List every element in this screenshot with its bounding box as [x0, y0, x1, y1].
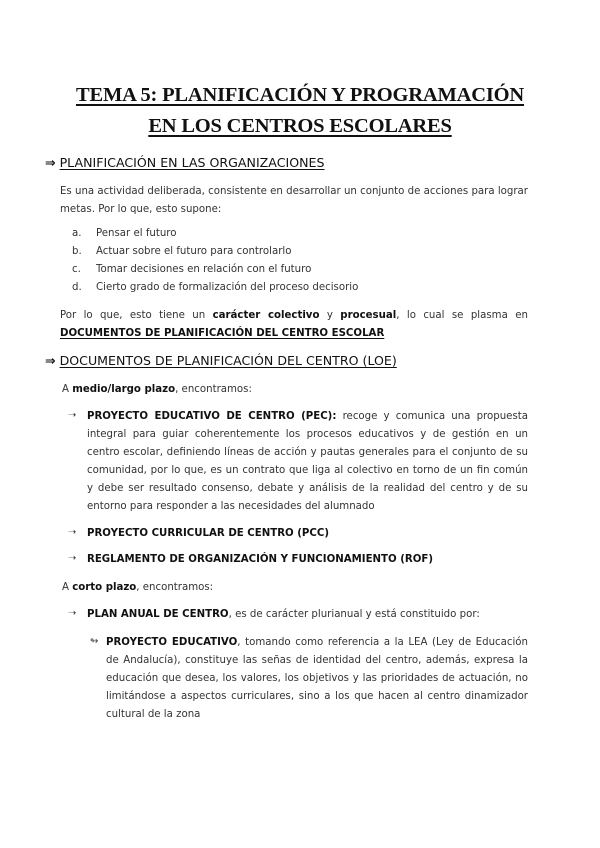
- list-item: c. Tomar decisiones en relación con el futuro: [72, 264, 312, 275]
- short-term-intro: A corto plazo, encontramos:: [62, 582, 214, 593]
- pe-paragraph: PROYECTO EDUCATIVO, tomando como referencia a la LEA (Ley de Educación de Andalucía), constituye las señas de identidad del centro, además, expresa la educación que desea, los valores, los objetivos y las prioridades de actuación, no limitándose a aspectos curriculares, sino a los que hacen al centro dinamizador cultural de la zona: [106, 637, 528, 720]
- arrow-bullet-icon: ➝: [68, 553, 77, 564]
- arrow-bullet-icon: ➝: [68, 608, 77, 619]
- medium-term-intro: A medio/largo plazo, encontramos:: [62, 384, 252, 395]
- section-heading-planificacion: [45, 155, 325, 170]
- list-item: d. Cierto grado de formalización del proceso decisorio: [72, 282, 359, 293]
- section-heading-label: PLANIFICACIÓN EN LAS ORGANIZACIONES: [59, 155, 325, 170]
- list-item: a. Pensar el futuro: [72, 228, 177, 239]
- curved-arrow-bullet-icon: ↬: [90, 636, 99, 647]
- arrow-icon: ⇒: [45, 155, 56, 170]
- arrow-icon: ⇒: [45, 353, 56, 368]
- section-heading-label: DOCUMENTOS DE PLANIFICACIÓN DEL CENTRO (LOE): [59, 353, 397, 368]
- documentos-link-text: DOCUMENTOS DE PLANIFICACIÓN DEL CENTRO ESCOLAR: [60, 328, 385, 339]
- arrow-bullet-icon: ➝: [68, 527, 77, 538]
- intro-paragraph: Es una actividad deliberada, consistente en desarrollar un conjunto de acciones para lograr metas. Por lo que, esto supone:: [60, 186, 528, 215]
- pac-item: PLAN ANUAL DE CENTRO, es de carácter plurianual y está constituido por:: [87, 609, 480, 620]
- title-line-1: TEMA 5: PLANIFICACIÓN Y PROGRAMACIÓN: [76, 84, 524, 106]
- arrow-bullet-icon: ➝: [68, 410, 77, 421]
- pcc-item: PROYECTO CURRICULAR DE CENTRO (PCC): [87, 528, 329, 539]
- pec-paragraph: PROYECTO EDUCATIVO DE CENTRO (PEC): recoge y comunica una propuesta integral para guiar coherentemente los procesos educativos y de gestión en un centro escolar, definiendo líneas de acción y pautas generales para el conjunto de su comunidad, por lo que, es un contrato que liga al colectivo en torno de un fin común y debe ser resultado consenso, debate y análisis de la realidad del centro y de su entorno para responder a las necesidades del alumnado: [87, 411, 528, 512]
- closing-paragraph: Por lo que, esto tiene un carácter colectivo y procesual, lo cual se plasma en DOCUMENTOS DE PLANIFICACIÓN DEL CENTRO ESCOLAR: [60, 310, 528, 339]
- section-heading-documentos: [45, 353, 397, 368]
- rof-item: REGLAMENTO DE ORGANIZACIÓN Y FUNCIONAMIENTO (ROF): [87, 554, 433, 565]
- title-line-2: EN LOS CENTROS ESCOLARES: [148, 115, 452, 137]
- list-item: b. Actuar sobre el futuro para controlarlo: [72, 246, 292, 257]
